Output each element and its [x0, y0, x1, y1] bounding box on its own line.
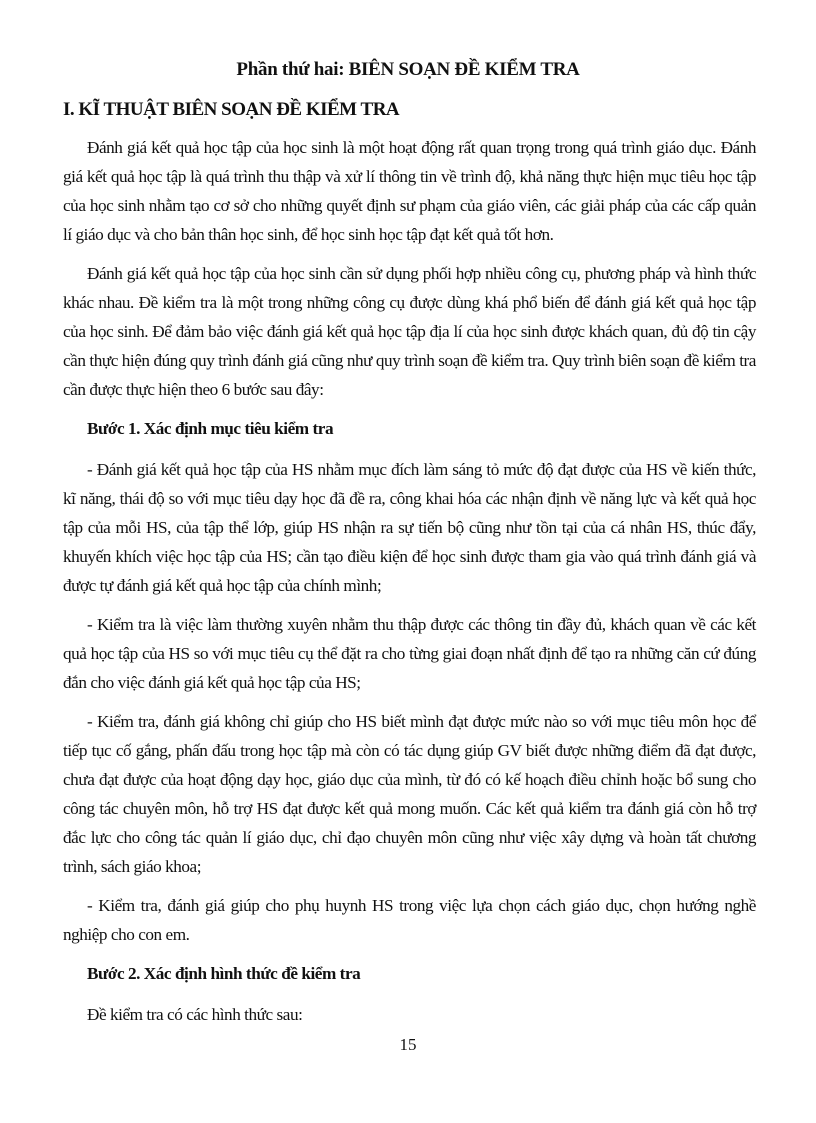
part-title: Phần thứ hai: BIÊN SOẠN ĐỀ KIỂM TRA — [236, 59, 580, 80]
step1-item: - Kiểm tra là việc làm thường xuyên nhằm thu thập được các thông tin đầy đủ, khách quan về các kết quả học tập của HS so với mục tiêu cụ thể đặt ra cho từng giai đoạn nhất định để tạo ra những căn cứ đúng đắn cho việc đánh giá kết quả học tập của HS; — [63, 615, 756, 692]
page-number: 15 — [399, 1035, 417, 1054]
paragraph-intro: Đánh giá kết quả học tập của học sinh là một hoạt động rất quan trọng trong quá trình giáo dục. Đánh giá kết quả học tập là quá trình thu thập và xử lí thông tin về trình độ, khả năng thực hiện mục tiêu học tập của học sinh nhằm tạo cơ sở cho những quyết định sư phạm của giáo viên, các giải pháp của các cấp quản lí giáo dục và cho bản thân học sinh, để học sinh học tập đạt kết quả tốt hơn. — [63, 138, 756, 244]
paragraph-process: Đánh giá kết quả học tập của học sinh cần sử dụng phối hợp nhiều công cụ, phương pháp và hình thức khác nhau. Đề kiểm tra là một trong những công cụ được dùng khá phổ biến để đánh giá kết quả học tập của học sinh. Để đảm bảo việc đánh giá kết quả học tập địa lí của học sinh được khách quan, đủ độ tin cậy cần thực hiện đúng quy trình đánh giá cũng như quy trình soạn đề kiểm tra. Quy trình biên soạn đề kiểm tra cần được thực hiện theo 6 bước sau đây: — [63, 264, 756, 399]
step1-heading: Bước 1. Xác định mục tiêu kiểm tra — [87, 419, 334, 438]
step1-item: - Đánh giá kết quả học tập của HS nhằm mục đích làm sáng tỏ mức độ đạt được của HS về kiến thức, kĩ năng, thái độ so với mục tiêu dạy học đã đề ra, công khai hóa các nhận định về năng lực và kết quả học tập của mỗi HS, của tập thể lớp, giúp HS nhận ra sự tiến bộ cũng như tồn tại của cá nhân HS, thúc đẩy, khuyến khích việc học tập của HS; cần tạo điều kiện để học sinh được tham gia vào quá trình đánh giá và được tự đánh giá kết quả học tập của chính mình; — [63, 460, 756, 595]
page-content — [63, 93, 756, 1029]
step1-item: - Kiểm tra, đánh giá không chỉ giúp cho HS biết mình đạt được mức nào so với mục tiêu môn học để tiếp tục cố gắng, phấn đấu trong học tập mà còn có tác dụng giúp GV biết được những điểm đã đạt được, chưa đạt được của hoạt động dạy học, giáo dục của mình, từ đó có kế hoạch điều chỉnh hoặc bổ sung cho công tác chuyên môn, hỗ trợ HS đạt được kết quả mong muốn. Các kết quả kiểm tra đánh giá còn hỗ trợ đắc lực cho công tác quản lí giáo dục, chỉ đạo chuyên môn cũng như việc xây dựng và hoàn tất chương trình, sách giáo khoa; — [63, 712, 756, 876]
section-heading: I. KĨ THUẬT BIÊN SOẠN ĐỀ KIỂM TRA — [63, 99, 400, 120]
step1-item: - Kiểm tra, đánh giá giúp cho phụ huynh HS trong việc lựa chọn cách giáo dục, chọn hướng nghề nghiệp cho con em. — [63, 896, 756, 944]
step2-intro: Đề kiểm tra có các hình thức sau: — [87, 1005, 303, 1024]
step2-heading: Bước 2. Xác định hình thức đề kiểm tra — [87, 964, 361, 983]
